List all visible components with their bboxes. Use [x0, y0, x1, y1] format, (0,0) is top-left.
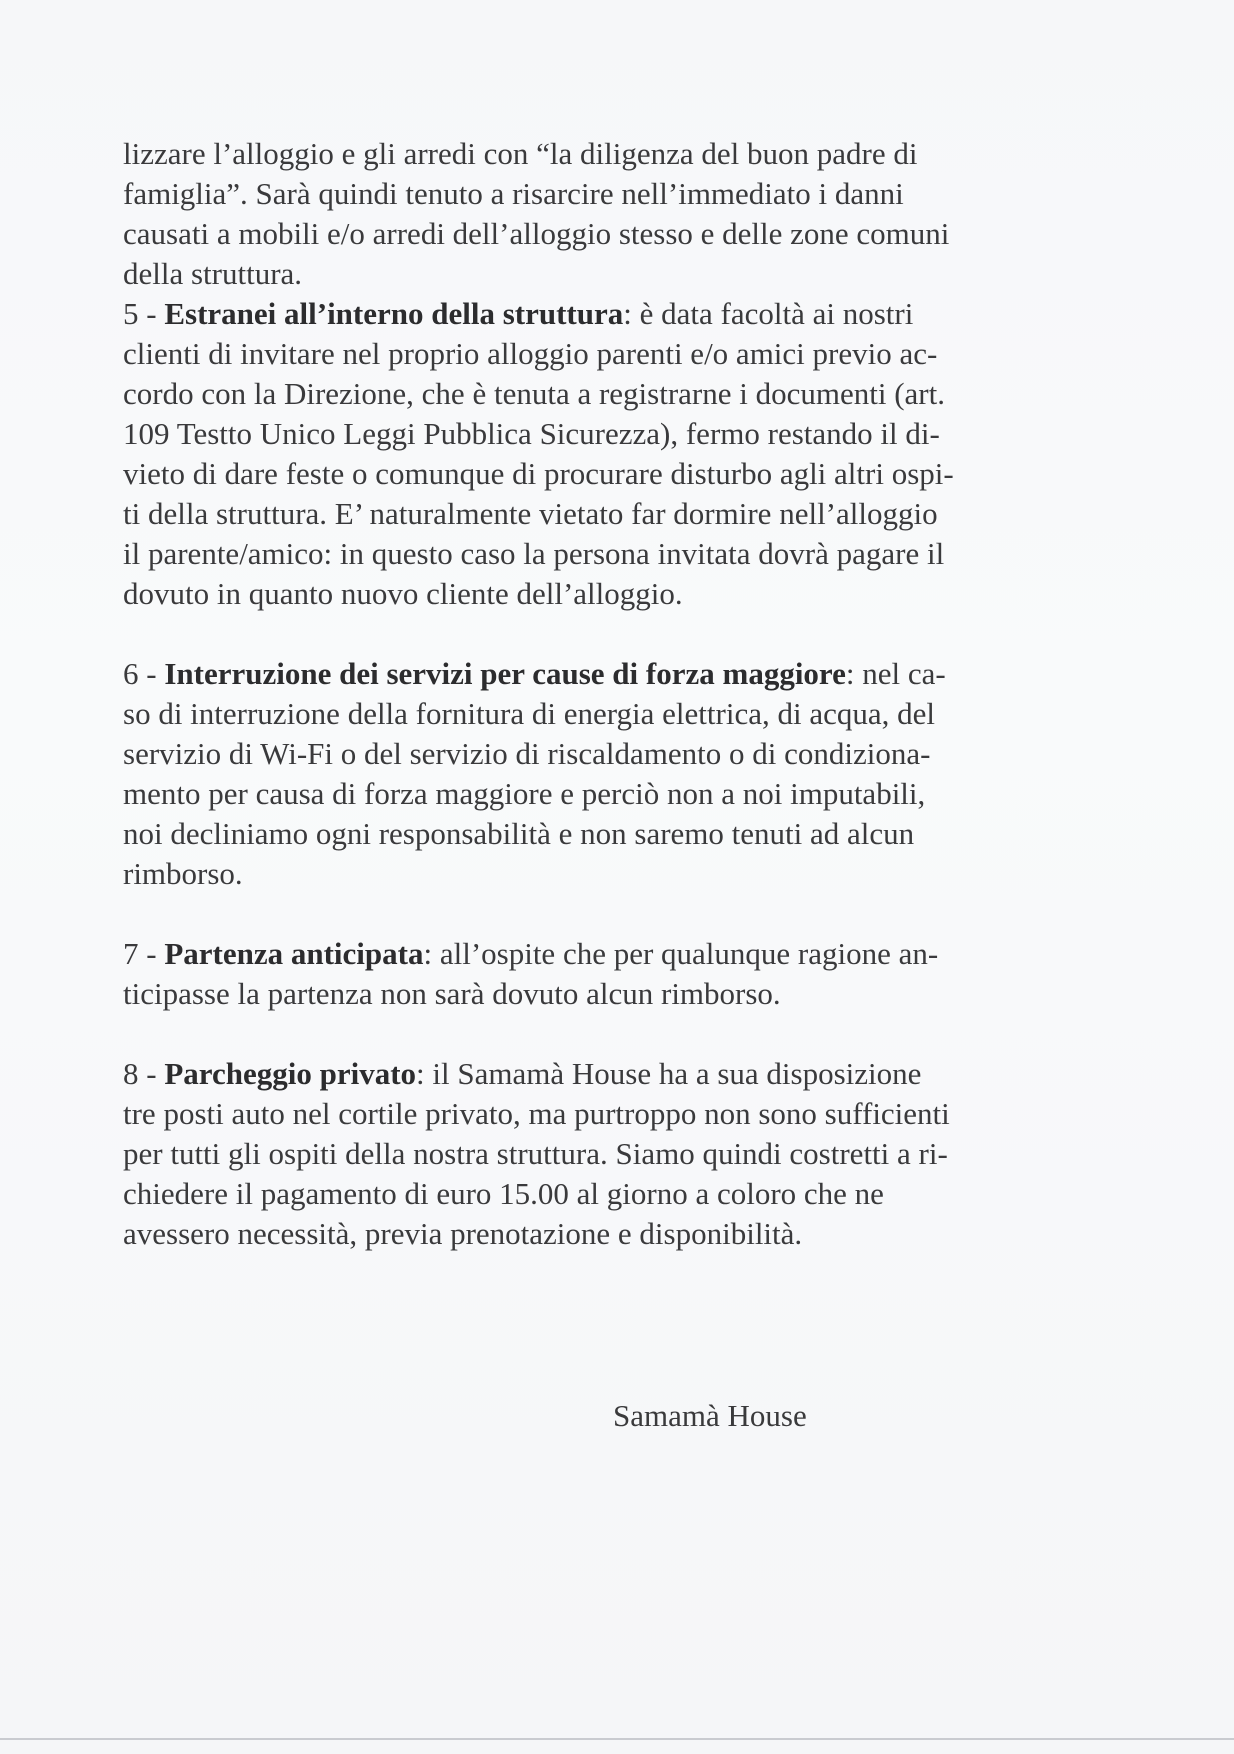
- text-line: chiedere il pagamento di euro 15.00 al giorno a coloro che ne: [123, 1176, 884, 1211]
- text-line: per tutti gli ospiti della nostra struttura. Siamo quindi costretti a ri-: [123, 1136, 948, 1171]
- section-7-number: 7 -: [123, 936, 165, 971]
- text-line: famiglia”. Sarà quindi tenuto a risarcire nell’immediato i danni: [123, 176, 904, 211]
- document-body: [123, 134, 1108, 1254]
- section-6-heading-line: [123, 654, 1108, 694]
- section-7-heading-line: [123, 934, 1108, 974]
- scan-edge-divider: [0, 1738, 1234, 1740]
- section-7: [123, 934, 1108, 1014]
- text-line: 109 Testto Unico Leggi Pubblica Sicurezza), fermo restando il di-: [123, 416, 940, 451]
- section-6-title: Interruzione dei servizi per cause di forza maggiore: [164, 656, 846, 691]
- text-line: lizzare l’alloggio e gli arredi con “la diligenza del buon padre di: [123, 136, 918, 171]
- paragraph-gap: [123, 1014, 1108, 1054]
- text-line: dovuto in quanto nuovo cliente dell’alloggio.: [123, 576, 683, 611]
- text-line: ti della struttura. E’ naturalmente vietato far dormire nell’alloggio: [123, 496, 938, 531]
- paragraph-gap: [123, 614, 1108, 654]
- section-5-number: 5 -: [123, 296, 165, 331]
- section-8: [123, 1054, 1108, 1254]
- text-line: ticipasse la partenza non sarà dovuto alcun rimborso.: [123, 976, 781, 1011]
- section-5-heading-line: [123, 294, 1108, 334]
- section-8-heading-line: [123, 1054, 1108, 1094]
- text-line: rimborso.: [123, 856, 243, 891]
- continuation-paragraph: [123, 134, 1108, 294]
- text-line: so di interruzione della fornitura di energia elettrica, di acqua, del: [123, 696, 935, 731]
- text-line: tre posti auto nel cortile privato, ma purtroppo non sono sufficienti: [123, 1096, 950, 1131]
- text-line: causati a mobili e/o arredi dell’alloggio stesso e delle zone comuni: [123, 216, 950, 251]
- section-6: [123, 654, 1108, 894]
- section-8-title: Parcheggio privato: [164, 1056, 417, 1091]
- section-7-first-line: : all’ospite che per qualunque ragione an-: [423, 936, 939, 971]
- text-line: della struttura.: [123, 256, 303, 291]
- section-7-title: Partenza anticipata: [164, 936, 424, 971]
- section-5: [123, 294, 1108, 614]
- section-6-first-line: : nel ca-: [845, 656, 946, 691]
- text-line: vieto di dare feste o comunque di procurare disturbo agli altri ospi-: [123, 456, 954, 491]
- section-5-title: Estranei all’interno della struttura: [164, 296, 624, 331]
- section-8-first-line: : il Samamà House ha a sua disposizione: [416, 1056, 922, 1091]
- signature: Samamà House: [613, 1398, 807, 1433]
- section-8-number: 8 -: [123, 1056, 165, 1091]
- text-line: mento per causa di forza maggiore e perciò non a noi imputabili,: [123, 776, 926, 811]
- text-line: clienti di invitare nel proprio alloggio parenti e/o amici previo ac-: [123, 336, 938, 371]
- section-5-first-line: : è data facoltà ai nostri: [623, 296, 914, 331]
- text-line: il parente/amico: in questo caso la persona invitata dovrà pagare il: [123, 536, 945, 571]
- paragraph-gap: [123, 894, 1108, 934]
- text-line: servizio di Wi-Fi o del servizio di riscaldamento o di condiziona-: [123, 736, 931, 771]
- text-line: noi decliniamo ogni responsabilità e non saremo tenuti ad alcun: [123, 816, 915, 851]
- section-6-number: 6 -: [123, 656, 165, 691]
- text-line: cordo con la Direzione, che è tenuta a registrarne i documenti (art.: [123, 376, 945, 411]
- text-line: avessero necessità, previa prenotazione e disponibilità.: [123, 1216, 803, 1251]
